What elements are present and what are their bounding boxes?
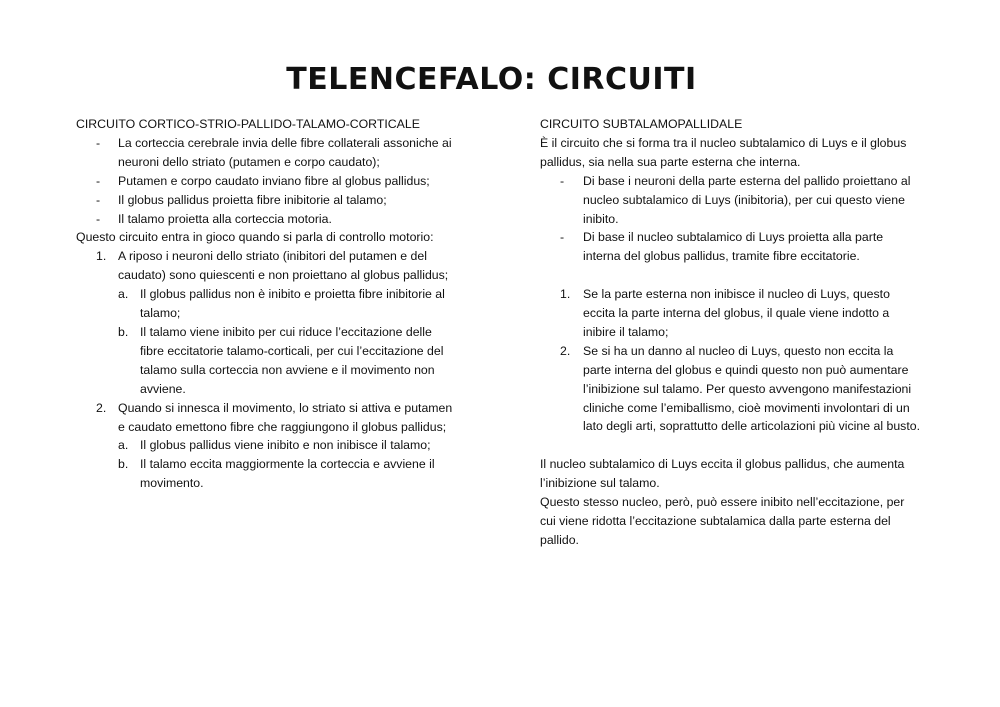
sub-item: b. Il talamo viene inibito per cui riduce l’eccitazione delle fibre eccitatorie talamo-corticali, per cui l’eccitazione del talamo sulla corteccia non avviene e il movimento non avviene.: [76, 323, 456, 399]
bullet-item: - Il globus pallidus proietta fibre inibitorie al talamo;: [76, 191, 456, 210]
sub-item-letter: a.: [118, 287, 129, 302]
item-number: 1.: [96, 249, 107, 264]
bullet-item: - Di base i neuroni della parte esterna del pallido proiettano al nucleo subtalamico di Luys (inibitoria), per cui questo viene inibito.: [540, 172, 920, 229]
sub-item: a. Il globus pallidus non è inibito e proietta fibre inibitorie al talamo;: [76, 285, 456, 323]
intro-paragraph: Questo circuito entra in gioco quando si parla di controllo motorio:: [76, 230, 434, 245]
sub-item: a. Il globus pallidus viene inibito e non inibisce il talamo;: [76, 436, 456, 455]
dash-bullet: -: [96, 135, 101, 150]
sub-item-letter: a.: [118, 438, 129, 453]
bullet-item: - La corteccia cerebrale invia delle fibre collaterali assoniche ai neuroni dello striato (putamen e corpo caudato);: [76, 134, 456, 172]
sub-item-letter: b.: [118, 457, 129, 472]
bullet-item: - Putamen e corpo caudato inviano fibre al globus pallidus;: [76, 172, 456, 191]
numbered-item: 1. A riposo i neuroni dello striato (inibitori del putamen e del caudato) sono quiescenti e non proiettano al globus pallidus;: [76, 247, 456, 285]
closing-paragraph: Il nucleo subtalamico di Luys eccita il globus pallidus, che aumenta l’inibizione sul talamo.: [540, 457, 905, 491]
numbered-item: 2. Se si ha un danno al nucleo di Luys, questo non eccita la parte interna del globus e quindi questo non può aumentare l’inibizione sul talamo. Per questo avvengono manifestazioni cliniche come l’emiballismo, cioè movimenti involontari di un lato degli arti, soprattutto delle articolazioni più vicine al busto.: [540, 342, 920, 437]
sub-item-letter: b.: [118, 324, 129, 339]
spacer: [540, 436, 920, 455]
item-number: 1.: [560, 287, 571, 302]
left-column: [76, 115, 456, 493]
dash-bullet: -: [560, 173, 565, 188]
numbered-item: 1. Se la parte esterna non inibisce il nucleo di Luys, questo eccita la parte interna del globus, il quale viene indotto a inibire il talamo;: [540, 285, 920, 342]
intro-paragraph: È il circuito che si forma tra il nucleo subtalamico di Luys e il globus pallidus, sia nella sua parte esterna che interna.: [540, 135, 907, 169]
section-heading-subtalamopallidale: CIRCUITO SUBTALAMOPALLIDALE: [540, 117, 743, 131]
dash-bullet: -: [96, 173, 101, 188]
dash-bullet: -: [96, 192, 101, 207]
spacer: [540, 266, 920, 285]
page-title: TELENCEFALO: CIRCUITI: [286, 62, 697, 97]
item-number: 2.: [560, 343, 571, 358]
section-heading-cortico-strio: CIRCUITO CORTICO-STRIO-PALLIDO-TALAMO-CORTICALE: [76, 117, 420, 131]
numbered-item: 2. Quando si innesca il movimento, lo striato si attiva e putamen e caudato emettono fibre che raggiungono il globus pallidus;: [76, 399, 456, 437]
right-column: [540, 115, 920, 550]
sub-item: b. Il talamo eccita maggiormente la corteccia e avviene il movimento.: [76, 455, 456, 493]
closing-paragraph: Questo stesso nucleo, però, può essere inibito nell’eccitazione, per cui viene ridotta l’eccitazione subtalamica dalla parte esterna del pallido.: [540, 495, 905, 547]
dash-bullet: -: [560, 230, 565, 245]
item-number: 2.: [96, 400, 107, 415]
dash-bullet: -: [96, 211, 101, 226]
bullet-item: - Il talamo proietta alla corteccia motoria.: [76, 210, 456, 229]
bullet-item: - Di base il nucleo subtalamico di Luys proietta alla parte interna del globus pallidus, tramite fibre eccitatorie.: [540, 228, 920, 266]
